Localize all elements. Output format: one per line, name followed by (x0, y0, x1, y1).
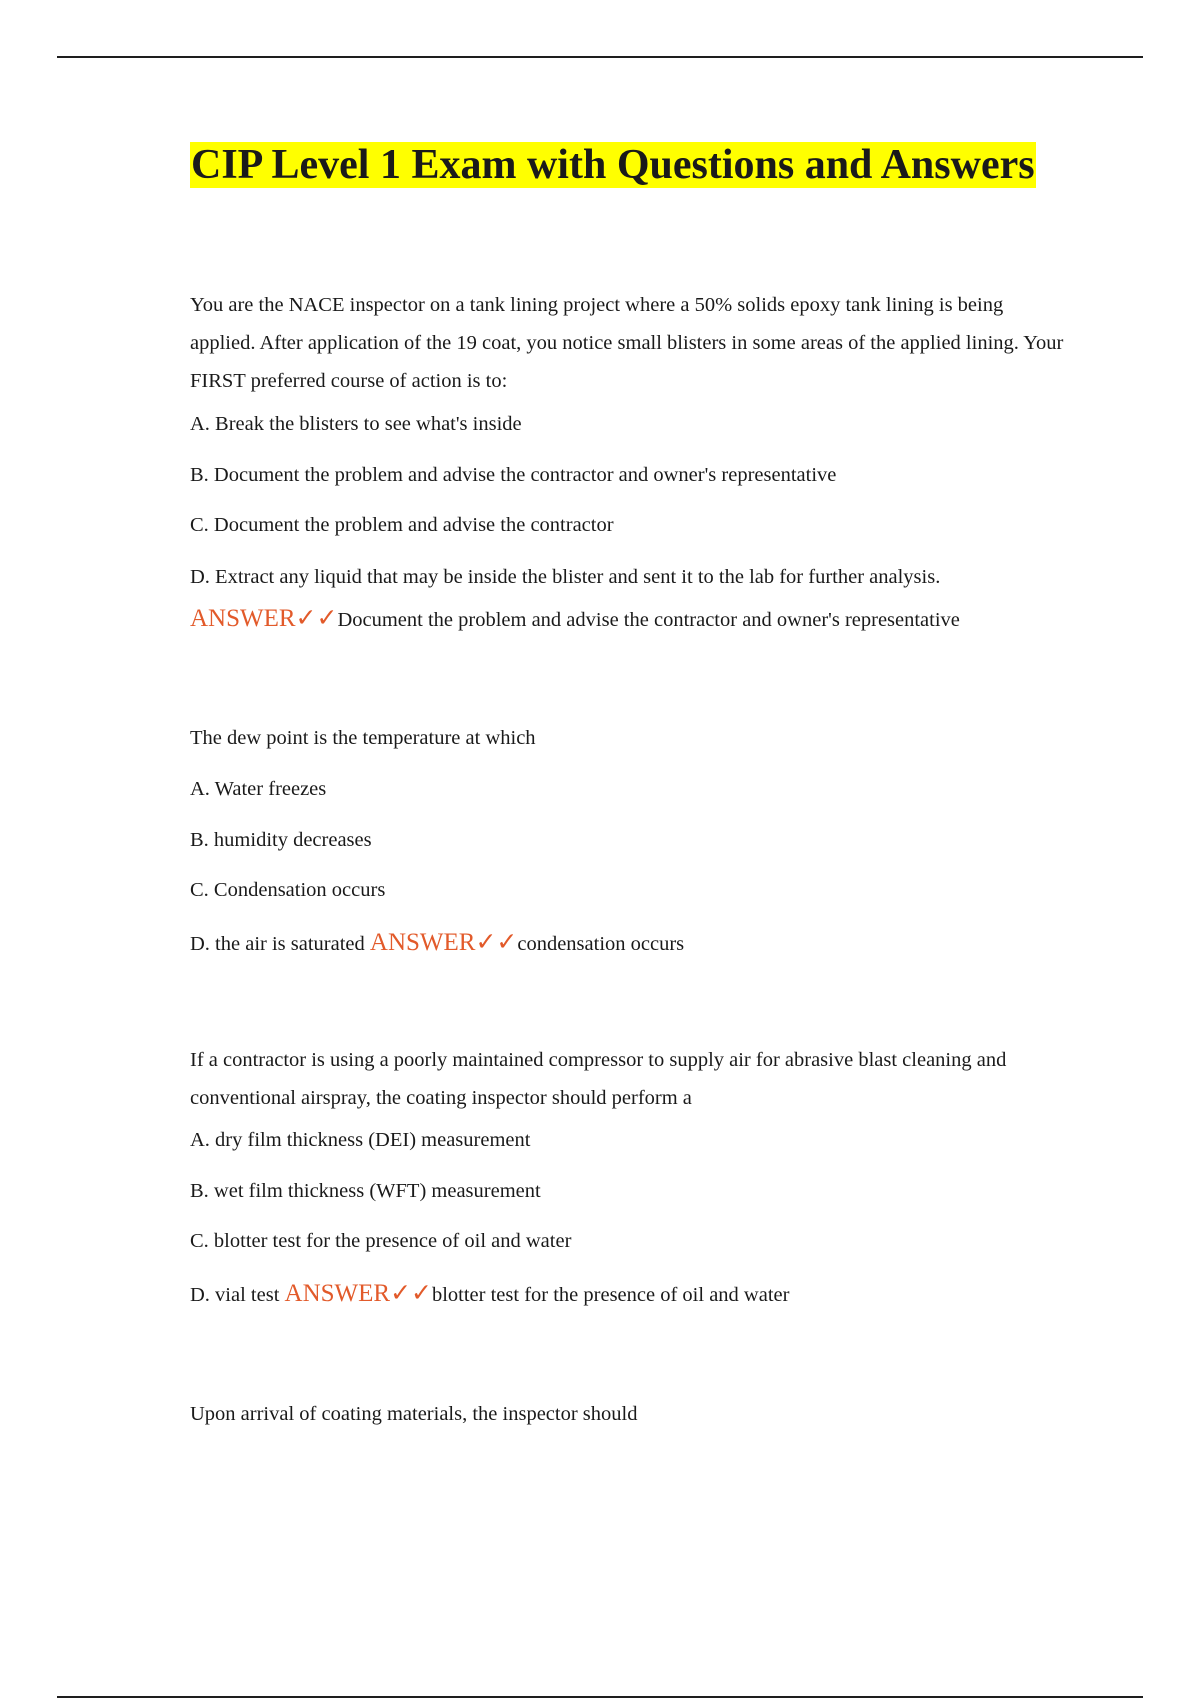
question-prompt: You are the NACE inspector on a tank lining project where a 50% solids epoxy tank lining is being applied. After application of the 19 coat, you notice small blisters in some areas of the applied lining. Your FIRST preferred course of action is to: (190, 294, 1064, 392)
question-block (190, 286, 1070, 634)
option-a: A. dry film thickness (DEI) measurement (190, 1129, 531, 1151)
option-c: C. Document the problem and advise the contractor (190, 514, 614, 536)
option-b: B. humidity decreases (190, 829, 372, 851)
bottom-rule (57, 1696, 1143, 1698)
option-a: A. Break the blisters to see what's inside (190, 413, 522, 435)
question-prompt: Upon arrival of coating materials, the inspector should (190, 1403, 638, 1425)
option-d: D. vial test (190, 1284, 285, 1306)
question-block (190, 1400, 1070, 1428)
document-body (190, 138, 1070, 1425)
question-prompt: If a contractor is using a poorly maintained compressor to supply air for abrasive blast cleaning and conventional airspray, the coating inspector should perform a (190, 1049, 1007, 1109)
option-d-with-answer (190, 1280, 1070, 1309)
option-d: D. the air is saturated (190, 933, 370, 955)
answer-text: blotter test for the presence of oil and water (431, 1284, 790, 1306)
top-rule (57, 56, 1143, 58)
answer-text: Document the problem and advise the contractor and owner's representative (337, 609, 960, 631)
option-c: C. blotter test for the presence of oil and water (190, 1230, 572, 1252)
question-prompt: The dew point is the temperature at which (190, 727, 536, 749)
title-highlight: CIP Level 1 Exam with Questions and Answers (191, 142, 1035, 188)
option-c: C. Condensation occurs (190, 879, 386, 901)
answer-label: ANSWER✓✓ (369, 929, 518, 956)
option-d: D. Extract any liquid that may be inside the blister and sent it to the lab for further analysis. (190, 566, 941, 588)
answer-label: ANSWER✓✓ (190, 605, 338, 632)
answer-line (190, 605, 1070, 634)
question-block (190, 724, 1070, 958)
option-d-with-answer (190, 929, 1070, 958)
option-b: B. wet film thickness (WFT) measurement (190, 1180, 541, 1202)
question-block (190, 1041, 1070, 1309)
answer-text: condensation occurs (517, 933, 685, 955)
answer-label: ANSWER✓✓ (284, 1280, 432, 1307)
option-a: A. Water freezes (190, 778, 327, 800)
document-title (190, 138, 1070, 193)
option-b: B. Document the problem and advise the contractor and owner's representative (190, 464, 837, 486)
